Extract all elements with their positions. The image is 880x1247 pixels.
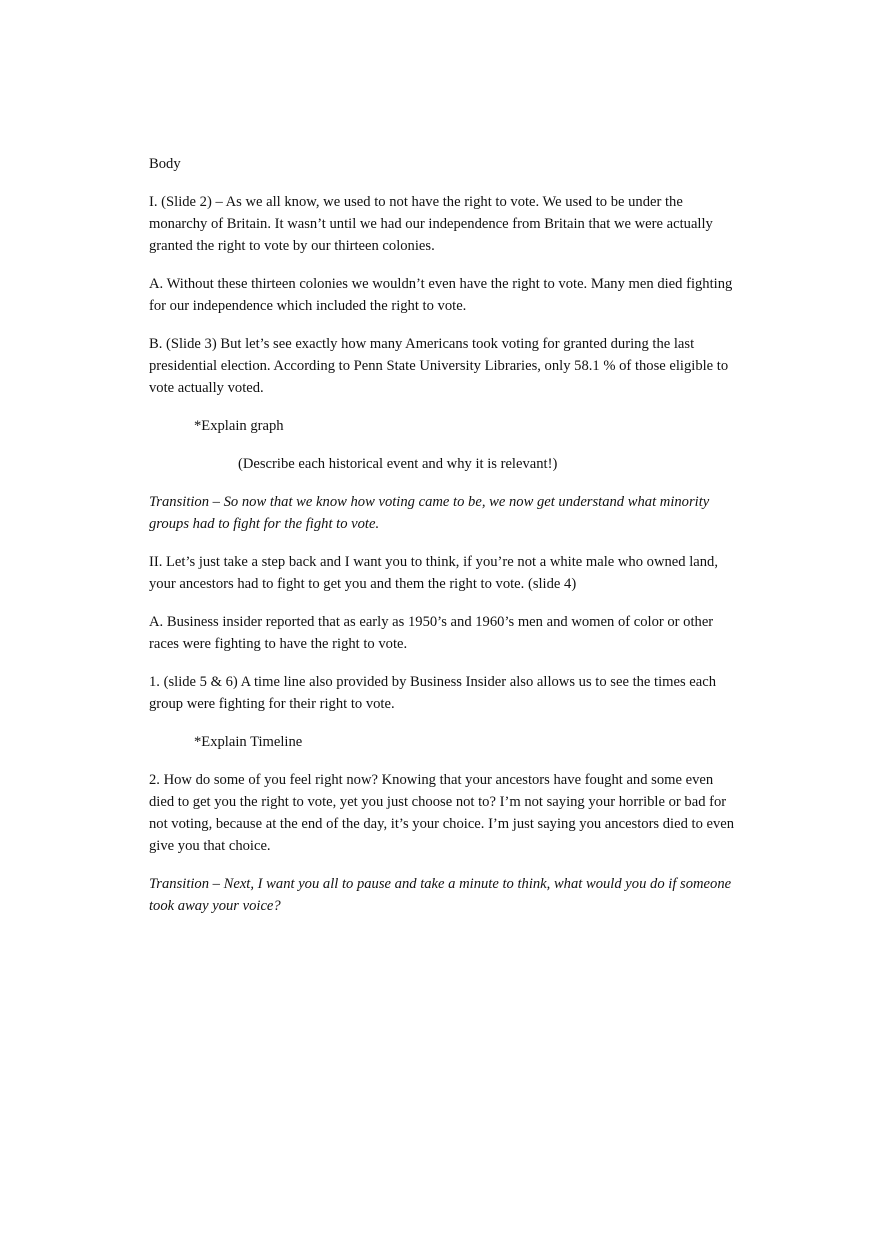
note-describe-events: (Describe each historical event and why it is relevant!) <box>238 456 558 472</box>
paragraph-main-point-2: II. Let’s just take a step back and I want you to think, if you’re not a white male who owned land, your ancestors had to fight to get you and them the right to vote. (slide 4) <box>149 554 719 592</box>
paragraph-subpoint-2a: A. Business insider reported that as early as 1950’s and 1960’s men and women of color or other races were fighting to have the right to vote. <box>149 614 714 652</box>
paragraph-subpoint-1a: A. Without these thirteen colonies we wouldn’t even have the right to vote. Many men died fighting for our independence which included the right to vote. <box>149 276 733 314</box>
paragraph-main-point-1: I. (Slide 2) – As we all know, we used to not have the right to vote. We used to be under the monarchy of Britain. It wasn’t until we had our independence from Britain that we were actually granted the right to vote by our thirteen colonies. <box>149 194 713 254</box>
paragraph-subpoint-1b: B. (Slide 3) But let’s see exactly how many Americans took voting for granted during the last presidential election. According to Penn State University Libraries, only 58.1 % of those eligible to vote actually voted. <box>149 336 729 396</box>
section-heading: Body <box>149 156 181 172</box>
note-explain-graph: *Explain graph <box>194 418 284 434</box>
transition-1: Transition – So now that we know how voting came to be, we now get understand what minority groups had to fight for the fight to vote. <box>149 494 710 532</box>
note-explain-timeline: *Explain Timeline <box>194 734 303 750</box>
document-page <box>149 153 739 933</box>
transition-2: Transition – Next, I want you all to pause and take a minute to think, what would you do if someone took away your voice? <box>149 876 732 914</box>
paragraph-subpoint-2a-1: 1. (slide 5 & 6) A time line also provided by Business Insider also allows us to see the times each group were fighting for their right to vote. <box>149 674 717 712</box>
paragraph-subpoint-2a-2: 2. How do some of you feel right now? Knowing that your ancestors have fought and some even died to get you the right to vote, yet you just choose not to? I’m not saying your horrible or bad for not voting, because at the end of the day, it’s your choice. I’m just saying you ancestors died to even give you that choice. <box>149 772 735 854</box>
